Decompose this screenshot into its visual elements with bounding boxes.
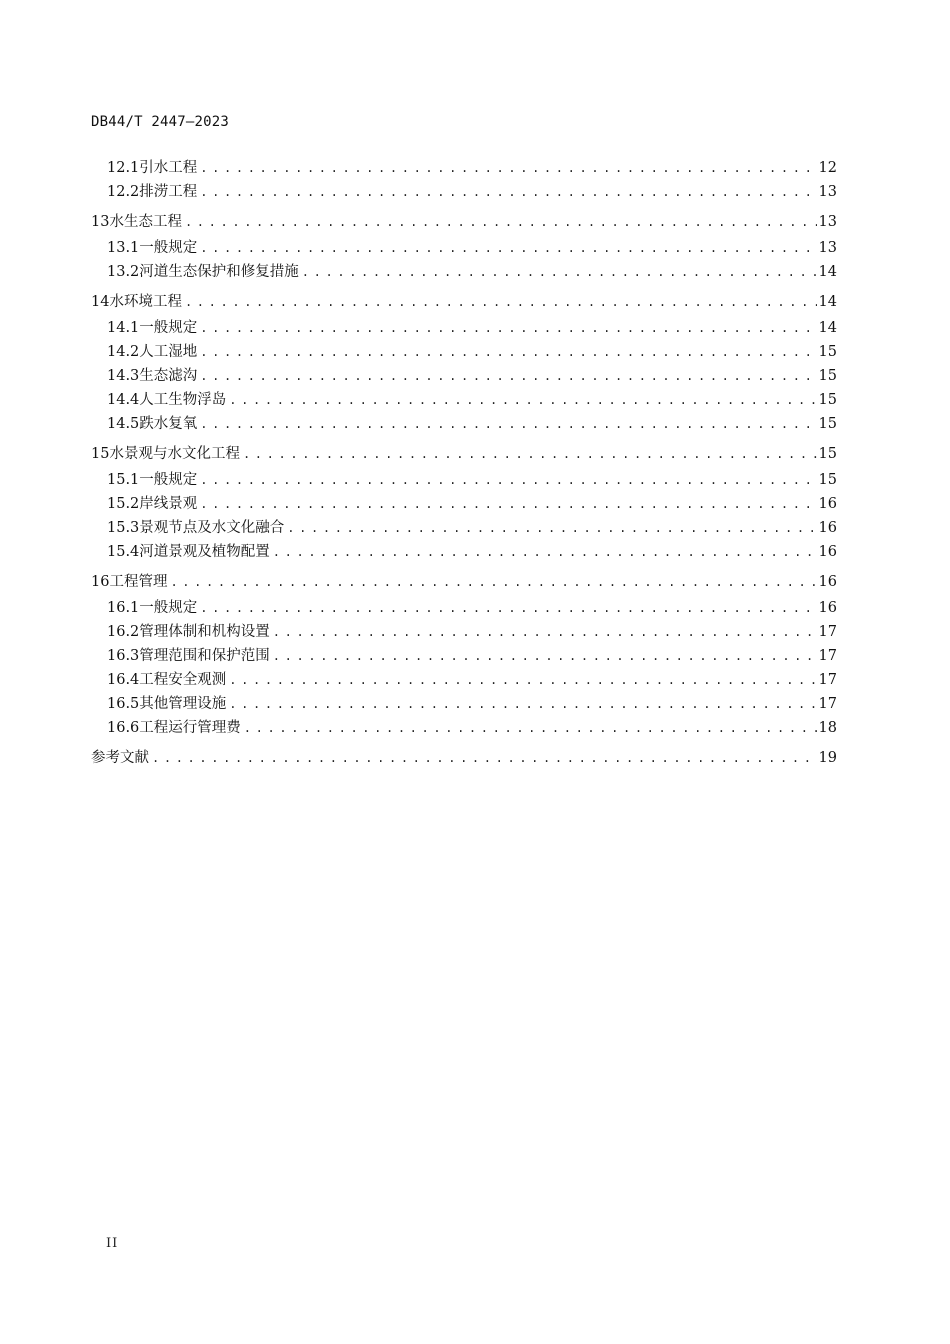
toc-entry-number: 14: [91, 294, 110, 310]
toc-entry-number: 14.4: [107, 392, 140, 408]
toc-dot-leader: [199, 470, 817, 490]
toc-entry-title: 一般规定: [139, 472, 198, 488]
toc-entry[interactable]: [107, 414, 837, 434]
toc-entry-page: 17: [818, 672, 837, 688]
toc-entry-number: 13.1: [107, 240, 140, 256]
toc-entry-title: 人工湿地: [139, 344, 198, 360]
toc-dot-leader: [199, 158, 817, 178]
toc-entry[interactable]: [91, 292, 837, 312]
toc-dot-leader: [199, 414, 817, 434]
toc-entry-page: 19: [818, 750, 837, 766]
toc-entry-number: 16.3: [107, 648, 140, 664]
toc-entry-number: 15.4: [107, 544, 140, 560]
toc-entry-page: 14: [818, 264, 837, 280]
toc-dot-leader: [272, 622, 817, 642]
toc-entry-page: 16: [818, 520, 837, 536]
document-id-header: DB44/T 2447—2023: [91, 114, 230, 130]
toc-entry-page: 18: [818, 720, 837, 736]
toc-entry[interactable]: [107, 494, 837, 514]
toc-entry[interactable]: [91, 444, 837, 464]
toc-entry-title: 岸线景观: [139, 496, 198, 512]
toc-entry-number: 15: [91, 446, 110, 462]
toc-entry-page: 17: [818, 648, 837, 664]
toc-dot-leader: [199, 182, 817, 202]
toc-entry-number: 16: [91, 574, 110, 590]
toc-entry[interactable]: [107, 158, 837, 178]
toc-entry-title: 工程运行管理费: [139, 720, 241, 736]
toc-entry-title: 人工生物浮岛: [139, 392, 227, 408]
toc-entry[interactable]: [107, 622, 837, 642]
toc-entry-title: 一般规定: [139, 600, 198, 616]
toc-entry[interactable]: [107, 238, 837, 258]
toc-dot-leader: [228, 390, 817, 410]
toc-dot-leader: [286, 518, 817, 538]
toc-entry-number: 15.1: [107, 472, 140, 488]
toc-dot-leader: [199, 366, 817, 386]
toc-entry-number: 13.2: [107, 264, 140, 280]
toc-entry-page: 16: [818, 600, 837, 616]
toc-entry[interactable]: [107, 182, 837, 202]
toc-entry-number: 15.3: [107, 520, 140, 536]
toc-entry-title: 水环境工程: [109, 294, 182, 310]
toc-dot-leader: [199, 342, 817, 362]
toc-entry-page: 13: [818, 240, 837, 256]
toc-entry-page: 15: [818, 472, 837, 488]
toc-entry-number: 14.2: [107, 344, 140, 360]
toc-entry[interactable]: [107, 518, 837, 538]
toc-entry-page: 17: [818, 624, 837, 640]
toc-entry-title: 跌水复氧: [139, 416, 198, 432]
toc-entry-page: 15: [818, 368, 837, 384]
toc-entry[interactable]: [107, 646, 837, 666]
toc-entry-title: 河道生态保护和修复措施: [139, 264, 299, 280]
toc-entry[interactable]: [107, 470, 837, 490]
toc-entry-page: 16: [818, 574, 837, 590]
toc-entry-page: 15: [818, 344, 837, 360]
toc-entry-page: 15: [818, 446, 837, 462]
toc-entry-number: 16.5: [107, 696, 140, 712]
toc-entry[interactable]: [91, 212, 837, 232]
toc-entry-title: 工程管理: [109, 574, 168, 590]
toc-dot-leader: [199, 598, 817, 618]
toc-dot-leader: [228, 670, 817, 690]
toc-entry-page: 14: [818, 294, 837, 310]
toc-entry-title: 管理体制和机构设置: [139, 624, 270, 640]
toc-entry-number: 15.2: [107, 496, 140, 512]
toc-entry[interactable]: [107, 318, 837, 338]
page-number-footer: II: [106, 1236, 119, 1251]
toc-entry-page: 13: [818, 184, 837, 200]
toc-dot-leader: [272, 542, 817, 562]
toc-entry-number: 16.1: [107, 600, 140, 616]
toc-entry-title: 河道景观及植物配置: [139, 544, 270, 560]
toc-entry-page: 12: [818, 160, 837, 176]
toc-entry[interactable]: [107, 342, 837, 362]
toc-entry-number: 14.5: [107, 416, 140, 432]
toc-entry[interactable]: [107, 718, 837, 738]
toc-dot-leader: [199, 318, 817, 338]
toc-entry-number: 16.2: [107, 624, 140, 640]
toc-entry-title: 管理范围和保护范围: [139, 648, 270, 664]
toc-entry-number: 12.1: [107, 160, 140, 176]
toc-entry-page: 16: [818, 544, 837, 560]
toc-entry-title: 工程安全观测: [139, 672, 227, 688]
toc-dot-leader: [199, 494, 817, 514]
toc-dot-leader: [169, 572, 817, 592]
toc-entry-number: 14.1: [107, 320, 140, 336]
toc-entry[interactable]: [91, 572, 837, 592]
toc-entry-number: 13: [91, 214, 110, 230]
toc-entry-page: 17: [818, 696, 837, 712]
toc-entry-title: 水景观与水文化工程: [109, 446, 240, 462]
toc-entry-page: 15: [818, 392, 837, 408]
toc-dot-leader: [184, 292, 817, 312]
toc-entry[interactable]: [107, 542, 837, 562]
toc-entry-title: 景观节点及水文化融合: [139, 520, 285, 536]
toc-entry-number: 14.3: [107, 368, 140, 384]
toc-dot-leader: [151, 748, 817, 768]
toc-entry[interactable]: [107, 598, 837, 618]
toc-entry-title: 一般规定: [139, 320, 198, 336]
toc-entry-page: 16: [818, 496, 837, 512]
toc-entry-title: 一般规定: [139, 240, 198, 256]
toc-dot-leader: [184, 212, 817, 232]
toc-entry-number: 16.6: [107, 720, 140, 736]
toc-dot-leader: [199, 238, 817, 258]
toc-entry-title: 引水工程: [139, 160, 198, 176]
toc-dot-leader: [228, 694, 817, 714]
toc-entry-page: 13: [818, 214, 837, 230]
toc-entry[interactable]: [107, 366, 837, 386]
toc-entry[interactable]: [107, 694, 837, 714]
toc-entry-title: 排涝工程: [139, 184, 198, 200]
toc-dot-leader: [243, 718, 817, 738]
toc-entry-title: 其他管理设施: [139, 696, 227, 712]
toc-entry-title: 参考文献: [91, 750, 149, 766]
toc-entry[interactable]: [91, 748, 837, 768]
toc-entry-page: 15: [818, 416, 837, 432]
toc-entry[interactable]: [107, 262, 837, 282]
toc-entry-title: 水生态工程: [109, 214, 182, 230]
toc-entry-title: 生态滤沟: [139, 368, 198, 384]
toc-entry-page: 14: [818, 320, 837, 336]
toc-entry-number: 16.4: [107, 672, 140, 688]
toc-entry[interactable]: [107, 670, 837, 690]
toc-dot-leader: [301, 262, 817, 282]
toc-dot-leader: [272, 646, 817, 666]
toc-entry-number: 12.2: [107, 184, 140, 200]
toc-dot-leader: [242, 444, 817, 464]
toc-entry[interactable]: [107, 390, 837, 410]
